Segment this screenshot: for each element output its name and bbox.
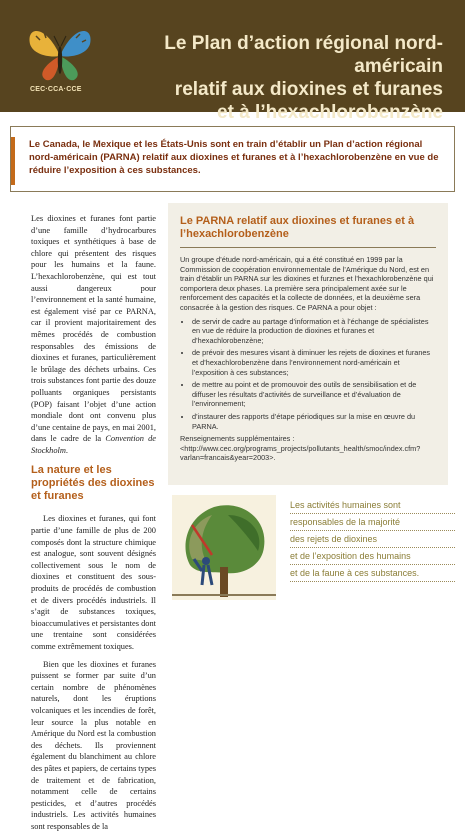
title-line: relatif aux dioxines et furanes bbox=[174, 79, 443, 100]
paragraph: Bien que les dioxines et furanes puissent se former par suite d’un certain nombre de phénomènes naturels, dont les éruptions volcaniques et les incendies de forêt, leur source la plus notable en Amérique du Nord est la combustion des déchets. Ils proviennent également du blanchiment au chlore des pâtes et papiers, de certains types de traitement et de fabrication, notamment celle de certains pesticides, et d’autres procédés industriels. Les activités humaines sont responsables de la bbox=[31, 659, 156, 831]
list-item: • de servir de cadre au partage d’information et à l’échange de spécialistes en vue de réduire la production de dioxines et furanes et d’hexachlorobenzène; bbox=[192, 317, 436, 346]
parna-sidebar-panel bbox=[168, 203, 448, 485]
intro-box bbox=[10, 126, 455, 192]
quote-line: des rejets de dioxines bbox=[290, 531, 455, 548]
resources-link[interactable]: Renseignements supplémentaires : <http://www.cec.org/programs_projects/pollutants_health/smoc/index.cfm?varlan=francais&year=2003>. bbox=[180, 434, 421, 463]
quote-line: et de l’exposition des humains bbox=[290, 548, 455, 565]
intro-accent-bar bbox=[11, 137, 15, 185]
quote-line: responsables de la majorité bbox=[290, 514, 455, 531]
panel-intro: Un groupe d’étude nord-américain, qui a été constitué en 1999 par la Commission de coopération environnementale de l’Amérique du Nord, est en train d’établir un PARNA sur les dioxines et furznes et l’hexachlorobenzène qui comportera deux phases. La première sera principalement axée sur le renforcement des capacités et la collecte de données, et la deuxième sera consacrée à la gestion des risques. Ce PARNA a pour objet : bbox=[180, 255, 434, 312]
section-heading: La nature et les propriétés des dioxines et furanes bbox=[31, 464, 155, 503]
left-column bbox=[31, 213, 156, 839]
list-item: • de mettre au point et de promouvoir des outils de sensibilisation et de diffuser les résultats d’activités de surveillance et d’évaluation de l’environnement; bbox=[192, 380, 436, 409]
tree-illustration-icon bbox=[172, 495, 276, 600]
quote-line: Les activités humaines sont bbox=[290, 497, 455, 514]
panel-heading: Le PARNA relatif aux dioxines et furanes et à l’hexachlorobenzène bbox=[180, 215, 415, 240]
intro-text: Le Canada, le Mexique et les États-Unis sont en train d’établir un Plan d’action régional nord-américain (PARNA) relatif aux dioxines et furanes et à l’hexachlorobenzène en vue de réduire l’exposition à ces substances. bbox=[29, 139, 439, 176]
list-item: • d’instaurer des rapports d’étape périodiques sur la mise en œuvre du PARNA. bbox=[192, 412, 436, 431]
paragraph: Les dioxines et furanes, qui font partie d’une famille de plus de 200 composés dont la structure chimique est analogue, sont souvent désignés collectivement sous le nom de dioxines et constituent des sous-produits de procédés de combustion et de divers procédés industriels. Il s’agit de substances toxiques, bioaccumulatives et persistantes dont une trentaine sont considérées comme extrêmement toxiques. bbox=[31, 514, 156, 651]
list-item: • de prévoir des mesures visant à diminuer les rejets de dioxines et furanes et d’hexachlorobenzène dans l’environnement nord-américain et l’exposition à ces substances; bbox=[192, 348, 436, 377]
logo-text: CEC·CCA·CCE bbox=[30, 86, 82, 93]
pull-quote bbox=[290, 497, 455, 582]
title-line: Le Plan d’action régional nord-américain bbox=[164, 33, 443, 77]
page-title bbox=[93, 32, 443, 124]
quote-line: et de la faune à ces substances. bbox=[290, 565, 455, 582]
paragraph: Les dioxines et furanes font partie d’une famille d’hydrocarbures toxiques et synthétiques à base de chlore qui présentent des risques pour les humains et la faune. L’hexachlorobenzène, qui est tout aussi dangereux pour l’environnement et la santé humaine, est également visé par ce PARNA, car il provient majoritairement des mêmes procédés de combustion responsables des émissions de dioxines et furanes, particulièrement le brûlage des déchets urbains. Ces trois substances font partie des douze polluants organiques persistants (POP) faisant l’objet d’une action mondiale dont ont convenu plus d’une centaine de pays, en mai 2001, dans le cadre de la Convention de Stockholm. bbox=[31, 214, 156, 455]
page-header bbox=[0, 0, 465, 123]
stockholm-reference: Convention de Stockholm bbox=[31, 434, 156, 455]
panel-divider bbox=[180, 247, 436, 248]
panel-body bbox=[180, 255, 436, 467]
title-line: et à l’hexachlorobenzène bbox=[217, 102, 443, 123]
objectives-list bbox=[180, 317, 436, 432]
